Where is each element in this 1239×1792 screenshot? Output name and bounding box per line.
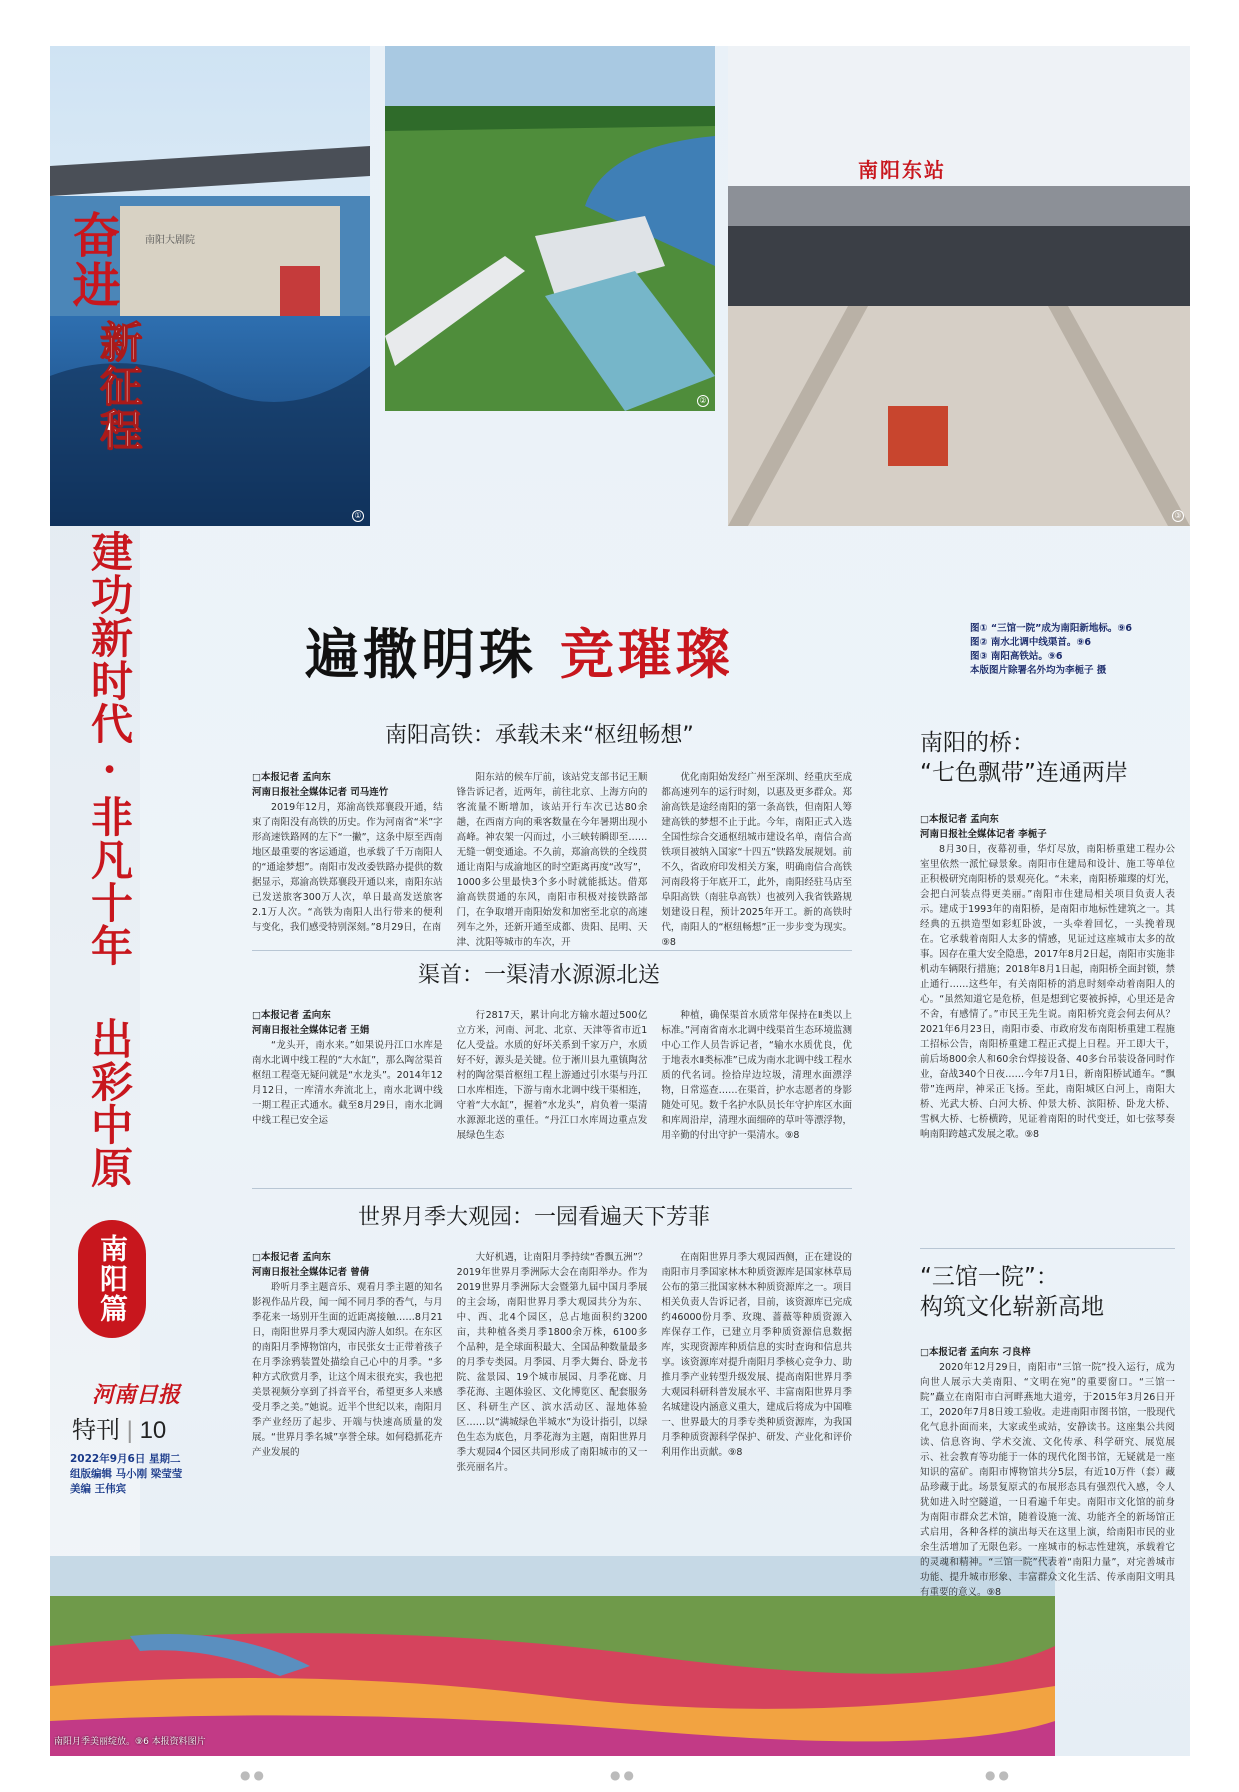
article-title-bridge <box>920 728 1128 788</box>
article-body-canal <box>252 1008 852 1176</box>
article-body-rail <box>252 770 853 948</box>
canal-text-1: “龙头开，南水来。”如果说丹江口水库是南水北调中线工程的“大水缸”，那么陶岔渠首枢纽工程毫无疑问就是“水龙头”。2014年12月12日，一库清水奔流北上，南水北调中线一期工程正式通水。截至8月29日，南水北调中线工程已安全运 <box>252 1040 443 1126</box>
rail-text-3: 优化南阳始发经广州至深圳、经重庆至成都高速列车的运行时刻，以惠及更多群众。郑渝高铁是途经南阳的第一条高铁，但南阳人筹建高铁的梦想不止于此。今年，南阳正式入选全国性综合交通枢纽城市建设名单，南信合高铁项目被纳入国家“十四五”铁路发展规划。前不久，省政府印发相关方案，明确南信合高铁河南段将于年底开工，此外，南阳经驻马店至阜阳高铁（南驻阜高铁）也被列入我省铁路规划建设日程，预计2025年开工。新的高铁时代，南阳人的“枢纽畅想”正一步步变为现实。⑨8 <box>661 772 853 948</box>
bridge-text: 8月30日，夜幕初垂，华灯尽放，南阳桥重建工程办公室里依然一派忙碌景象。南阳市住建局和设计、施工等单位正积极研究南阳桥的景观亮化。“未来，南阳桥璀璨的灯光，会把白河装点得更美丽。”南阳市住建局相关项目负责人表示。建成于1993年的南阳桥，是南阳市地标性建筑之一。其经典的五拱造型如彩虹卧波，一头牵着回忆，一头挽着现在。它承载着南阳人太多的情感，见证过这座城市太多的故事。因存在重大安全隐患，2017年8月2日起，南阳市实施非机动车辆限行措施；2018年8月1日起，南阳桥全面封锁，禁止通行……这些年，有关南阳桥的消息时刻牵动着南阳人的心。“虽然知道它是危桥，但是想到它要被拆掉，心里还是舍不舍，有感情了。”市民王先生说。南阳桥究竟会何去何从？2021年6月23日，南阳市委、市政府发布南阳桥重建工程施工招标公告，南阳桥重建工程正式提上日程。开工即大干，前后场800余人和60余台焊接设备、40多台吊装设备同时作业，奋战340个日夜……今年7月1日，新南阳桥试通车。“飘带”连两岸，神采正飞扬。至此，南阳城区白河上，南阳大桥、光武大桥、白河大桥、仲景大桥、滨阳桥、卧龙大桥、雪枫大桥、七桥横跨，见证着南阳的时代变迁，如七弦琴奏响南阳跨越式发展之歌。⑨8 <box>920 844 1175 1140</box>
canal-byline-1: □本报记者 孟向东 <box>252 1010 331 1021</box>
rail-column-3 <box>661 770 853 948</box>
rail-byline-2: 河南日报社全媒体记者 司马连竹 <box>252 787 389 798</box>
rose-text-2: 大好机遇，让南阳月季持续“香飘五洲”？2019年世界月季洲际大会在南阳举办。作为2019世界月季洲际大会暨第九届中国月季展的主会场，南阳世界月季大观园共分为东、中、西、北4个园区，总占地面积约3200亩，共种植各类月季1800余万株，6100多个品种，是全球面积最大、全国品种数量最多的月季专类园。月季园、月季大舞台、卧龙书院、盆景园、19个城市展园、月季花廊、月季花海、主题体验区、文化博览区、配套服务区、科研生产区、滨水活动区、湿地体验区……以“满城绿色半城水”为设计指引，以绿色生态为底色，月季花海为主题，南阳世界月季大观园4个园区共同形成了南阳城市的又一张亮丽名片。 <box>456 1252 648 1473</box>
museum-title-line2: 构筑文化崭新高地 <box>920 1294 1104 1320</box>
article-title-rail: 南阳高铁：承载未来“枢纽畅想” <box>385 723 694 748</box>
layout-editors: 组版编辑 马小刚 梁莹莹 <box>70 1468 183 1480</box>
rose-text-1: 聆听月季主题音乐、观看月季主题的知名影视作品片段，闻一闻不同月季的香气，与月季花来一场别开生面的近距离接触……8月21日，南阳世界月季大观园内游人如织。在东区的南阳月季博物馆内，市民张女士正带着孩子在月季涂鸦装置处描绘自己心中的月季。“多种方式欣赏月季，让这个周末很充实，我也把美景视频分享到了抖音平台，希望更多人来感受月季之美。”她说。近半个世纪以来，南阳月季产业经历了起步、开端与快速高质量的发展。“世界月季名城”享誉全球。如何稳抓花卉产业发展的 <box>252 1282 443 1458</box>
pager-dots-right[interactable]: ●● <box>985 1768 1012 1782</box>
slogan-red: 奋进 <box>64 210 120 310</box>
article-title-rose: 世界月季大观园：一园看遍天下芳菲 <box>358 1205 711 1230</box>
canal-text-2: 行2817天，累计向北方输水超过500亿立方米，河南、河北、北京、天津等省市近1亿人受益。水质的好坏关系到千家万户，水质好不好，源头是关键。位于淅川县九重镇陶岔村的陶岔渠首枢纽工程上游通过引水渠与丹江口水库相连，下游与南水北调中线干渠相连，守着“大水缸”，握着“水龙头”，肩负着一渠清水源源北送的重任。“丹江口水库周边重点发展绿色生态 <box>456 1010 648 1141</box>
museum-column <box>920 1345 1175 1740</box>
headline-red: 竞璀璨 <box>559 622 734 686</box>
article-body-museum <box>920 1345 1175 1740</box>
caption-3: 图③ 南阳高铁站。⑨6 <box>970 651 1063 662</box>
bridge-title-line1: 南阳的桥： <box>920 730 1035 756</box>
bridge-column <box>920 812 1175 1230</box>
rose-byline-1: □本报记者 孟向东 <box>252 1252 331 1263</box>
canal-byline-2: 河南日报社全媒体记者 王娟 <box>252 1025 370 1036</box>
photo-captions <box>970 622 1132 678</box>
page-number: 10 <box>139 1417 167 1444</box>
canal-column-3 <box>661 1008 852 1176</box>
article-title-museum <box>920 1262 1104 1322</box>
photo-number-3: ③ <box>1172 510 1184 522</box>
caption-credit: 本版图片除署名外均为李栀子 摄 <box>970 665 1107 676</box>
bottom-photo-caption: 南阳月季美丽绽放。⑨6 本报资料图片 <box>54 1737 206 1747</box>
canal-column-1 <box>252 1008 443 1176</box>
bridge-byline-2: 河南日报社全媒体记者 李栀子 <box>920 829 1047 840</box>
divider <box>920 1248 1175 1249</box>
divider <box>252 1188 852 1189</box>
main-headline <box>305 612 734 689</box>
canal-text-3: 种植，确保渠首水质常年保持在Ⅱ类以上标准。”河南省南水北调中线渠首生态环境监测中心工作人员告诉记者，“输水水质优良，优于地表水Ⅱ类标准”已成为南水北调中线工程水质的代名词。捡拾岸边垃圾，清理水面漂浮物，日常巡查……在渠首，护水志愿者的身影随处可见。数千名护水队员长年守护库区水面和库周沿岸，清理水面细碎的草叶等漂浮物，用辛勤的付出守护一渠清水。⑨8 <box>661 1010 853 1141</box>
page-label: 特刊 | 10 <box>72 1417 167 1444</box>
caption-1: 图① “三馆一院”成为南阳新地标。⑨6 <box>970 623 1132 634</box>
rail-byline-1: □本报记者 孟向东 <box>252 772 331 783</box>
theater-sign: 南阳大剧院 <box>145 235 195 246</box>
rose-column-3 <box>661 1250 852 1520</box>
rail-column-2 <box>456 770 648 948</box>
photo-number-2: ② <box>697 395 709 407</box>
article-body-bridge <box>920 812 1175 1230</box>
issue-date: 2022年9月6日 星期二 <box>70 1453 181 1465</box>
section-name: 特刊 <box>72 1417 120 1444</box>
photo-canal-head <box>385 46 715 411</box>
bridge-byline-1: □本报记者 孟向东 <box>920 814 999 825</box>
slogan-line1: 新征程 <box>94 320 143 452</box>
museum-text: 2020年12月29日，南阳市“三馆一院”投入运行，成为向世人展示大美南阳、“文明在宛”的重要窗口。“三馆一院”矗立在南阳市白河畔燕地大道旁，于2015年3月26日开工，2020年7月8日竣工验收。走进南阳市图书馆，一股现代化气息扑面而来，大家或坐或站，安静读书。这座集公共阅读、信息咨询、学术交流、文化传承、科学研究、展览展示、社会教育等功能于一体的现代化图书馆，无疑就是一座知识的富矿。南阳市博物馆共分5层，有近10万件（套）藏品珍藏于此。场景复原式的布展形态具有强烈代入感，令人犹如进入时空隧道，一日看遍千年史。南阳市文化馆的前身为南阳市群众艺术馆，随着设施一流、功能齐全的新场馆正式启用，各种各样的演出每天在这里上演，给南阳市民的业余生活增加了无限色彩。一座城市的标志性建筑，承载着它的灵魂和精神。“三馆一院”代表着“南阳力量”，对完善城市功能、提升城市形象、丰富群众文化生活、传承南阳文明具有重要的意义。⑨8 <box>920 1362 1175 1598</box>
rose-byline-2: 河南日报社全媒体记者 曾倩 <box>252 1267 370 1278</box>
rail-text-1: 2019年12月，郑渝高铁郑襄段开通，结束了南阳没有高铁的历史。作为河南省“米”字形高速铁路网的左下“一撇”，这条中原至西南地区最重要的客运通道，也承载了千万南阳人的“通途梦想”。南阳市发改委铁路办提供的数据显示，郑渝高铁郑襄段开通以来，南阳东站已发送旅客300万人次，单日最高发送旅客2.1万人次。“高铁为南阳人出行带来的便利与变化，我们感受特别深刻。”8月29日，在南 <box>252 802 443 933</box>
article-title-canal: 渠首：一渠清水源源北送 <box>418 963 661 988</box>
caption-2: 图② 南水北调中线渠首。⑨6 <box>970 637 1092 648</box>
rail-column-1 <box>252 770 443 938</box>
station-sign: 南阳东站 <box>858 158 946 182</box>
rose-column-1 <box>252 1250 443 1520</box>
photo-railway-station <box>728 46 1190 526</box>
pager-dots-middle[interactable]: ●● <box>610 1768 637 1782</box>
article-body-rose <box>252 1250 852 1520</box>
museum-byline: □本报记者 孟向东 刁良梓 <box>920 1347 1031 1358</box>
photo-rose-garden <box>50 1556 1055 1756</box>
pager-dots-left[interactable]: ●● <box>240 1768 267 1782</box>
masthead-meta <box>70 1452 182 1497</box>
headline-black: 遍撒明珠 <box>305 622 537 686</box>
designer: 美编 王伟宾 <box>70 1483 127 1495</box>
museum-title-line1: “三馆一院”： <box>920 1264 1059 1290</box>
divider <box>252 950 852 951</box>
section-badge: 南阳篇 <box>78 1220 146 1338</box>
rose-column-2 <box>457 1250 648 1520</box>
rail-text-2: 阳东站的候车厅前，该站党支部书记王顺锋告诉记者，近两年，前往北京、上海方向的客流量不断增加，该站开行车次已达80余趟，在西南方向的乘客数量在今年暑期出现小高峰。神农架一闪而过，小三峡转瞬即至……无缝一朝变通途。不久前，郑渝高铁的全线贯通让南阳与成渝地区的时空距离再度“改写”，1000多公里最快3个多小时就能抵达。借郑渝高铁贯通的东风，南阳市积极对接铁路部门，在争取增开南阳始发和加密至北京的高速列车之外，还新开通至成都、贵阳、昆明、天津、沈阳等城市的车次，开 <box>456 772 648 948</box>
bridge-title-line2: “七色飘带”连通两岸 <box>920 760 1128 786</box>
rose-text-3: 在南阳世界月季大观园西侧，正在建设的南阳市月季国家林木种质资源库是国家林草局公布的第三批国家林木种质资源库之一。项目相关负责人告诉记者，目前，该资源库已完成约46000份月季、玫瑰、蔷薇等种质资源入库保存工作，已建立月季种质资源信息数据库，实现资源库种质信息的实时查询和信息共享。该资源库对提升南阳月季核心竞争力、助推月季产业转型升级发展、提高南阳世界月季大观园科研科普发展水平、丰富南阳世界月季名城建设内涵意义重大，建成后将成为中国唯一、世界最大的月季专类种质资源库，为我国月季种质资源科学保护、研发、产业化和评价利用作出贡献。⑨8 <box>661 1252 853 1458</box>
canal-column-2 <box>457 1008 648 1176</box>
newspaper-logo: 河南日报 <box>92 1382 181 1408</box>
slogan-line2: 建功新时代·非凡十年 出彩中原 <box>85 530 134 1189</box>
photo-number-1: ① <box>352 510 364 522</box>
